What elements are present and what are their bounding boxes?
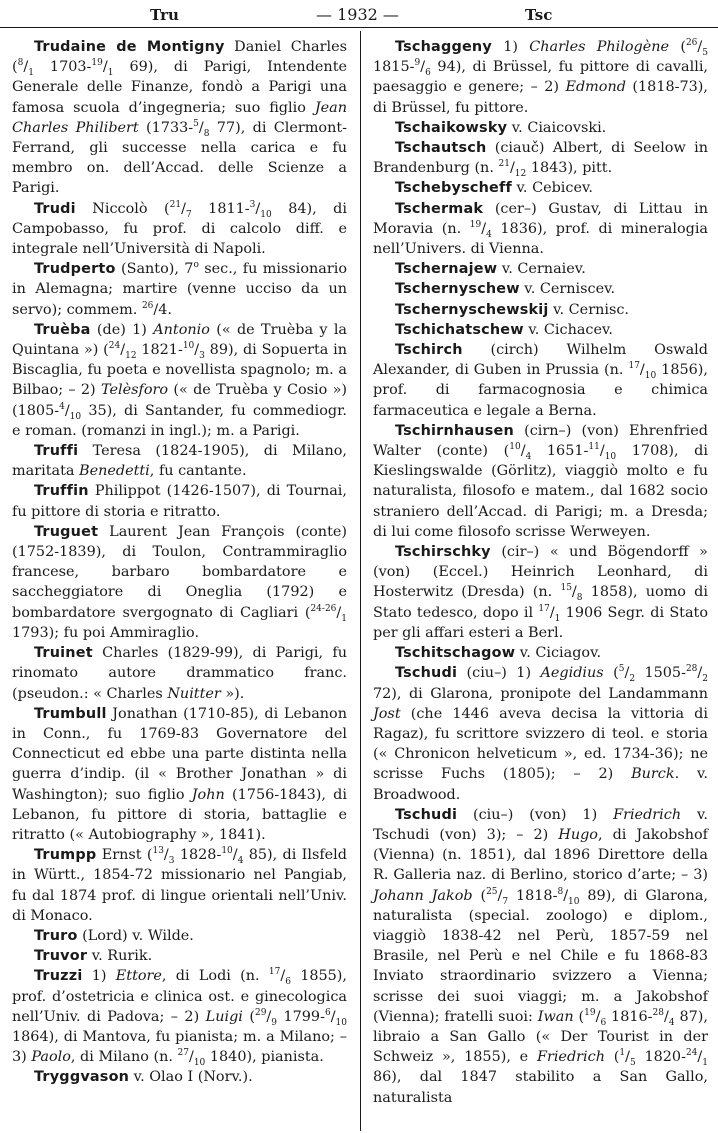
entry-headword: Tschitschagow xyxy=(395,645,516,662)
entry-trumpp xyxy=(12,845,347,926)
entry-text: / xyxy=(497,887,503,904)
date-fraction-denominator: 5 xyxy=(702,47,708,58)
italic-name: Hugo xyxy=(558,826,598,843)
entry-text: 1836), prof. di mineralogia nell’Univers. di Vienna. xyxy=(373,220,708,258)
date-fraction-denominator: 10 xyxy=(260,209,272,220)
entry-tschautsch xyxy=(373,138,708,178)
italic-name: Friedrich xyxy=(613,806,682,823)
entry-tschebyscheff xyxy=(373,178,708,198)
entry-text: 1820- xyxy=(635,1049,686,1066)
entry-text: / xyxy=(23,59,29,76)
entry-headword: Tschirschky xyxy=(395,544,491,561)
entry-text: / xyxy=(481,220,487,237)
right-column xyxy=(373,37,708,1108)
entry-text: 1858), uomo di Stato tedesco, dopo il xyxy=(373,584,708,621)
date-fraction-denominator: 1 xyxy=(702,1058,708,1069)
entry-text: 1840), pianista. xyxy=(205,1049,324,1066)
date-fraction-denominator: 4 xyxy=(525,451,532,462)
italic-name: Friedrich xyxy=(536,1049,605,1066)
date-fraction-numerator: 28 xyxy=(685,664,698,675)
entry-headword: Tschernajew xyxy=(395,261,498,278)
entry-text: Charles (1829-99), di Parigi, fu rinomato autore drammatico franc. (pseudon.: « Charles xyxy=(12,645,347,702)
date-fraction-denominator: 10 xyxy=(193,1058,206,1069)
entry-text: / xyxy=(163,847,169,864)
date-fraction-numerator: 26 xyxy=(685,38,698,49)
entry-text: Ernst ( xyxy=(96,847,153,864)
entry-text: (che 1446 aveva decisa la vittoria di Ragaz), fu scrittore svizzero di teol. e storia (« Chronicon helveticum », ed. 1734-36); ne scrisse Fuchs (1805); – 2) xyxy=(373,705,708,783)
italic-name: Charles Philogène xyxy=(529,39,670,55)
entry-text: 1703- xyxy=(33,59,92,76)
entry-headword: Truinet xyxy=(34,645,93,662)
italic-name: Benedetti xyxy=(79,463,150,480)
entry-text: / xyxy=(520,443,526,460)
entry-truzzi xyxy=(12,966,347,1067)
date-fraction-denominator: 7 xyxy=(185,209,192,220)
date-fraction-numerator: 27 xyxy=(177,1048,189,1059)
date-fraction-denominator: 6 xyxy=(425,68,431,79)
date-fraction-denominator: 12 xyxy=(514,169,527,180)
entry-text: 1828- xyxy=(174,847,222,864)
date-fraction-numerator: 24 xyxy=(685,1048,698,1059)
entry-headword: Tschaikowsky xyxy=(395,119,508,136)
date-fraction-denominator: 2 xyxy=(629,674,636,685)
entry-text: (1733- xyxy=(138,119,194,136)
entry-text: (cirn–) (von) Ehrenfried Walter (conte) ( xyxy=(373,422,708,460)
date-fraction-denominator: 10 xyxy=(69,411,82,422)
entry-trudi xyxy=(12,199,347,260)
entry-text: 86), dal 1847 stabilito a San Gallo, naturalista xyxy=(373,1069,708,1106)
entry-text: v. Olao I (Norv.). xyxy=(129,1069,253,1086)
entry-text: 1906 Segr. di Stato per gli affari esteri a Berl. xyxy=(373,604,708,641)
date-fraction-numerator: 8 xyxy=(17,58,24,69)
date-fraction-numerator: 17 xyxy=(538,603,550,614)
date-fraction-numerator: 11 xyxy=(588,442,600,453)
entry-text: 89), di Glarona, naturalista (special. zoologo) e diplom., viaggiò 1838-42 nel Perù, 1857-59 nel Brasile, nel Perù e nel Chile e fu 1868-83 Inviato straordinario svizzero a Vienna; scrisse dei suoi viaggi; m. a Jakobshof (Vienna); fratelli suoi: xyxy=(373,887,708,1025)
entry-text: / xyxy=(255,200,261,217)
date-fraction-denominator: 8 xyxy=(576,593,583,604)
entry-tschernajew xyxy=(373,259,708,279)
entry-text: / xyxy=(624,665,630,682)
entry-text: 1856), prof. di farmacognosia e chimica farmaceutica e legale a Berna. xyxy=(373,362,708,419)
italic-name: Luigi xyxy=(205,1008,243,1025)
entry-text: / xyxy=(64,402,70,419)
date-fraction-denominator: 6 xyxy=(285,977,291,988)
date-fraction-numerator: 6 xyxy=(324,1007,331,1018)
left-column xyxy=(12,37,347,1088)
entry-trumbull xyxy=(12,704,347,845)
header-left-guideword: Tru xyxy=(150,6,179,24)
italic-name: Antonio xyxy=(153,321,210,338)
entry-text: / xyxy=(232,847,238,864)
entry-headword: Truzzi xyxy=(34,968,83,985)
date-fraction-numerator: 4 xyxy=(59,401,65,412)
date-fraction-numerator: 15 xyxy=(560,583,572,594)
entry-text: 1815- xyxy=(373,59,415,76)
date-fraction-numerator: o xyxy=(193,260,199,271)
entry-text: /4. xyxy=(153,301,172,318)
entry-text: (« de Truèba y la Quintana ») ( xyxy=(12,321,348,359)
entry-text: 1) xyxy=(491,39,530,55)
entry-text: / xyxy=(697,665,703,682)
entry-text: / xyxy=(697,1049,703,1066)
entry-headword: Trudi xyxy=(34,200,76,217)
entry-text: v. Cebicev. xyxy=(511,180,593,197)
entry-text: / xyxy=(639,362,645,379)
date-fraction-numerator: 19 xyxy=(584,1007,596,1018)
date-fraction-denominator: 7 xyxy=(502,896,509,907)
italic-name: Jost xyxy=(373,705,401,722)
entry-headword: Truguet xyxy=(34,523,99,540)
entry-text: v. Cichacev. xyxy=(523,321,613,338)
entry-text: (« de Truèba y Cosio ») (1805- xyxy=(12,382,347,419)
entry-text: v. Cernaiev. xyxy=(497,261,586,278)
entry-text: / xyxy=(198,119,204,136)
date-fraction-denominator: 8 xyxy=(203,128,210,139)
page-header xyxy=(0,0,718,28)
entry-tryggvason xyxy=(12,1067,347,1087)
entry-text: v. Cernisc. xyxy=(548,301,629,318)
date-fraction-numerator: 10 xyxy=(509,442,521,453)
entry-text: Philippot (1426-1507), di Tournai, fu pittore di storia e ritratto. xyxy=(12,483,347,520)
entry-tschitschagow xyxy=(373,643,708,663)
date-fraction-denominator: 12 xyxy=(125,350,137,361)
entry-text: (cir–) « und Bögendorff » (von) (Eccel.) Heinrich Leonhard, di Hosterwitz (Dresda) (n. xyxy=(373,544,708,601)
entry-tschaikowsky xyxy=(373,118,708,138)
date-fraction-numerator: 1 xyxy=(619,1048,626,1059)
entry-tschudi1 xyxy=(373,663,708,804)
entry-text: / xyxy=(625,1049,630,1066)
entry-text: 1818- xyxy=(508,887,558,904)
entry-text: (Lord) v. Wilde. xyxy=(77,927,194,944)
entry-text: 1651- xyxy=(531,443,589,460)
date-fraction-denominator: 10 xyxy=(568,896,580,907)
header-right-guideword: Tsc xyxy=(525,6,553,24)
entry-text: (Santo), 7 xyxy=(115,261,194,278)
date-fraction-numerator: 10 xyxy=(182,341,195,352)
entry-text: 1864), di Mantova, fu pianista; m. a Milano; – 3) xyxy=(12,1028,347,1066)
entry-text: 94), di Brüssel, fu pittore di cavalli, paesaggio e genere; – 2) xyxy=(373,59,708,96)
date-fraction-denominator: 1 xyxy=(107,68,114,79)
date-fraction-denominator: 4 xyxy=(237,856,244,866)
date-fraction-numerator: 8 xyxy=(557,886,564,897)
entry-headword: Tschaggeny xyxy=(395,39,492,55)
entry-text: 1855), prof. d’ostetricia e clinica ost. e ginecologica nell’Univ. di Padova; – 2) xyxy=(12,968,347,1025)
entry-truffi xyxy=(12,441,347,481)
column-divider xyxy=(360,31,361,1131)
entry-text: / xyxy=(330,1008,336,1025)
entry-trudaine xyxy=(12,37,347,199)
entry-text: (ciu–) (von) 1) xyxy=(457,806,614,823)
date-fraction-numerator: 5 xyxy=(193,119,199,130)
date-fraction-numerator: 26 xyxy=(141,300,154,311)
date-fraction-denominator: 1 xyxy=(341,613,347,624)
date-fraction-denominator: 10 xyxy=(335,1017,347,1028)
entry-headword: Truffin xyxy=(34,483,89,500)
date-fraction-denominator: 5 xyxy=(629,1058,636,1069)
entry-text: v. Rurik. xyxy=(87,948,153,965)
entry-text: 1505- xyxy=(635,665,686,682)
entry-text: (de) 1) xyxy=(90,321,154,338)
date-fraction-numerator: 17 xyxy=(268,967,281,978)
entry-headword: Trumbull xyxy=(34,705,107,722)
date-fraction-denominator: 1 xyxy=(28,68,34,79)
entry-tschirch xyxy=(373,340,708,421)
entry-text: (1756-1843), di Lebanon, fu pittore di storia, battaglie e ritratto (« Autobiography », 1841). xyxy=(12,786,347,843)
italic-name: Nuitter xyxy=(167,685,221,702)
date-fraction-denominator: 10 xyxy=(644,371,657,382)
entry-headword: Trumpp xyxy=(34,847,97,864)
entry-text: / xyxy=(102,59,108,76)
entry-text: Teresa (1824-1905), di Milano, maritata xyxy=(12,443,347,480)
entry-headword: Tschernyschewskij xyxy=(395,301,549,318)
entry-tschernyschewskij xyxy=(373,300,708,320)
entry-text: 84), di Campobasso, fu prof. di calcolo diff. e integrale nell’Università di Napoli. xyxy=(12,200,348,258)
entry-tschermak xyxy=(373,199,708,260)
entry-text: / xyxy=(664,1008,669,1025)
entry-truguet xyxy=(12,522,347,643)
entry-text: ( xyxy=(669,39,686,55)
entry-text: 69), di Parigi, Intendente Generale delle Finanze, fondò a Parigi una famosa scuola d’ingegneria; suo figlio xyxy=(12,59,347,116)
entry-text: / xyxy=(571,584,577,601)
date-fraction-denominator: 4 xyxy=(668,1017,675,1028)
entry-text: 72), di Glarona, pronipote del Landammann xyxy=(373,685,708,702)
entry-headword: Trudperto xyxy=(34,261,116,278)
entry-tschernyschew xyxy=(373,279,708,299)
entry-text: 85), di Ilsfeld in Württ., 1854-72 missionario nel Pangiab, fu dal 1874 prof. di lingue orientali nell’Univ. di Monaco. xyxy=(12,847,347,924)
entry-text: 1) xyxy=(82,968,116,985)
entry-text: . v. Broadwood. xyxy=(373,766,708,803)
entry-trudperto xyxy=(12,259,347,320)
entry-text: / xyxy=(336,604,342,621)
date-fraction-numerator: 19 xyxy=(469,220,482,231)
entry-tschichatschew xyxy=(373,320,708,340)
entry-headword: Truro xyxy=(34,927,78,944)
entry-trueba xyxy=(12,320,347,441)
entry-text: / xyxy=(563,887,569,904)
entry-text: / xyxy=(266,1008,272,1025)
entry-text: Jonathan (1710-85), di Lebanon in Conn., fu 1769-83 Governatore del Connecticut ed ebbe una parte distinta nella guerra d’indip. (il « Brother Jonathan » di Washington); suo figlio xyxy=(12,705,347,803)
entry-text: v. Cerniscev. xyxy=(519,281,616,298)
date-fraction-numerator: 10 xyxy=(221,846,233,857)
entry-text: / xyxy=(599,443,605,460)
entry-text: Laurent Jean François (conte)(1752-1839), di Toulon, Contrammiraglio francese, barbaro bombardatore e saccheggiatore di Oneglia (1792) e bombardatore svergognato di Cagliari ( xyxy=(12,523,347,621)
entry-text: / xyxy=(181,200,186,217)
italic-name: Jean Charles Philibert xyxy=(12,99,347,136)
date-fraction-numerator: 21 xyxy=(498,159,510,170)
italic-name: John xyxy=(191,786,225,803)
entry-text: , di Milano (n. xyxy=(70,1049,178,1066)
date-fraction-denominator: 4 xyxy=(486,229,492,240)
italic-name: Aegidius xyxy=(540,665,604,682)
entry-text: 1843), pitt. xyxy=(526,160,613,177)
entry-text: 1708), di Kieslingswalde (Görlitz), viaggiò molto e fu naturalista, filosofo e matem., dal 1682 socio straniero dell’Accad. di Parigi; m. a Dresda; di lui come filosofo scrisse Werweyen. xyxy=(373,443,708,540)
entry-text: v. Ciaicovski. xyxy=(507,119,607,136)
entry-headword: Tryggvason xyxy=(34,1069,130,1086)
entry-headword: Tschernyschew xyxy=(395,281,520,298)
date-fraction-numerator: 29 xyxy=(254,1007,267,1018)
entry-text: / xyxy=(120,342,126,359)
entry-headword: Tschichatschew xyxy=(395,321,524,338)
entry-text: sec., fu missionario in Alemagna; martire (venne ucciso da un servo); commem. xyxy=(12,261,347,318)
entry-text: »). xyxy=(220,685,245,702)
entry-text: v. Tschudi (von) 3); – 2) xyxy=(373,806,708,843)
entry-truinet xyxy=(12,643,347,704)
entry-text: / xyxy=(280,968,286,985)
italic-name: Telèsforo xyxy=(101,382,169,399)
entry-text: ( xyxy=(603,665,619,682)
entry-truvor xyxy=(12,946,347,966)
entry-text: ( xyxy=(573,1008,585,1025)
entry-headword: Truffi xyxy=(34,443,79,460)
entry-text: (cer–) Gustav, di Littau in Moravia (n. xyxy=(373,200,708,237)
entry-headword: Tschirnhausen xyxy=(395,422,514,439)
entry-tschudi2 xyxy=(373,805,708,1108)
date-fraction-numerator: 9 xyxy=(414,58,421,69)
entry-text: / xyxy=(509,160,515,177)
entry-text: / xyxy=(595,1008,601,1025)
entry-text: 35), di Santander, fu commediogr. e roman. (romanzi in ingl.); m. a Parigi. xyxy=(12,402,347,439)
entry-text: ( xyxy=(604,1049,620,1066)
date-fraction-numerator: 28 xyxy=(652,1007,664,1018)
italic-name: Iwan xyxy=(537,1008,574,1025)
entry-tschirschky xyxy=(373,542,708,643)
entry-text: (1818-73), di Brüssel, fu pittore. xyxy=(373,79,708,116)
page-number: — 1932 — xyxy=(316,5,399,24)
entry-headword: Tschautsch xyxy=(395,140,487,157)
date-fraction-numerator: 24 xyxy=(108,341,121,352)
entry-text: (ciauč) Albert, di Seelow in Brandenburg (n. xyxy=(373,140,708,177)
entry-text: ( xyxy=(472,887,487,904)
entry-text: / xyxy=(188,1049,194,1066)
entry-truffin xyxy=(12,481,347,521)
entry-text: (ciu–) 1) xyxy=(457,665,541,682)
entry-truro xyxy=(12,926,347,946)
date-fraction-denominator: 2 xyxy=(702,674,708,685)
entry-text: 1816- xyxy=(606,1008,653,1025)
entry-text: 87), libraio a San Gallo (« Der Tourist in der Schweiz », 1855), e xyxy=(373,1008,708,1066)
entry-tschirnhausen xyxy=(373,421,708,542)
date-fraction-numerator: 24-26 xyxy=(310,603,337,614)
date-fraction-denominator: 6 xyxy=(600,1017,607,1028)
entry-headword: Truèba xyxy=(34,321,91,338)
entry-text: (circh) Wilhelm Oswald Alexander, di Guben in Prussia (n. xyxy=(373,342,708,379)
entry-text: Niccolò ( xyxy=(75,200,170,217)
date-fraction-denominator: 10 xyxy=(604,451,617,462)
date-fraction-denominator: 1 xyxy=(554,613,561,624)
entry-headword: Tschudi xyxy=(395,806,458,823)
date-fraction-numerator: 3 xyxy=(249,199,256,210)
entry-headword: Trudaine de Montigny xyxy=(34,39,225,55)
date-fraction-numerator: 19 xyxy=(91,58,103,69)
date-fraction-denominator: 3 xyxy=(168,856,175,866)
date-fraction-numerator: 17 xyxy=(628,361,640,372)
italic-name: Paolo xyxy=(31,1049,71,1066)
italic-name: Ettore xyxy=(115,968,162,985)
entry-text: / xyxy=(194,342,200,359)
entry-headword: Tschebyscheff xyxy=(395,180,512,197)
entry-text: , di Lodi (n. xyxy=(161,968,269,985)
entry-text: / xyxy=(549,604,555,621)
date-fraction-numerator: 13 xyxy=(152,846,164,857)
entry-text: v. Ciciagov. xyxy=(515,645,602,662)
entry-text: 1799- xyxy=(277,1008,325,1025)
entry-text: 1821- xyxy=(136,342,183,359)
entry-text: ( xyxy=(242,1008,255,1025)
italic-name: Edmond xyxy=(565,79,626,96)
date-fraction-denominator: 9 xyxy=(271,1017,278,1028)
entry-headword: Tschermak xyxy=(395,200,484,217)
date-fraction-denominator: 3 xyxy=(199,350,205,361)
entry-text: Daniel Charles ( xyxy=(12,39,347,76)
entry-headword: Tschirch xyxy=(395,342,463,359)
date-fraction-numerator: 25 xyxy=(486,886,498,897)
entry-text: 1793); fu poi Ammiraglio. xyxy=(12,624,200,641)
entry-text: , di Jakobshof (Vienna) (n. 1851), dal 1896 Direttore della R. Galleria naz. di Berlino, storico d’arte; – 3) xyxy=(373,826,708,884)
entry-text: / xyxy=(697,39,703,55)
entry-tschaggeny xyxy=(373,37,708,118)
italic-name: Johann Jakob xyxy=(373,887,473,904)
date-fraction-numerator: 21 xyxy=(169,199,182,210)
entry-text: 1811- xyxy=(191,200,250,217)
entry-text: 77), di Clermont-Ferrand, gli successe nella carica e fu membro on. dell’Accad. delle Scienze a Parigi. xyxy=(12,119,347,197)
italic-name: Burck xyxy=(631,766,675,783)
date-fraction-numerator: 5 xyxy=(618,664,625,675)
entry-headword: Truvor xyxy=(34,948,88,965)
entry-headword: Tschudi xyxy=(395,665,458,682)
entry-text: / xyxy=(420,59,426,76)
entry-text: 89), di Sopuerta in Biscaglia, fu poeta e novellista spagnolo; m. a Bilbao; – 2) xyxy=(12,342,347,399)
entry-text: , fu cantante. xyxy=(149,463,247,480)
